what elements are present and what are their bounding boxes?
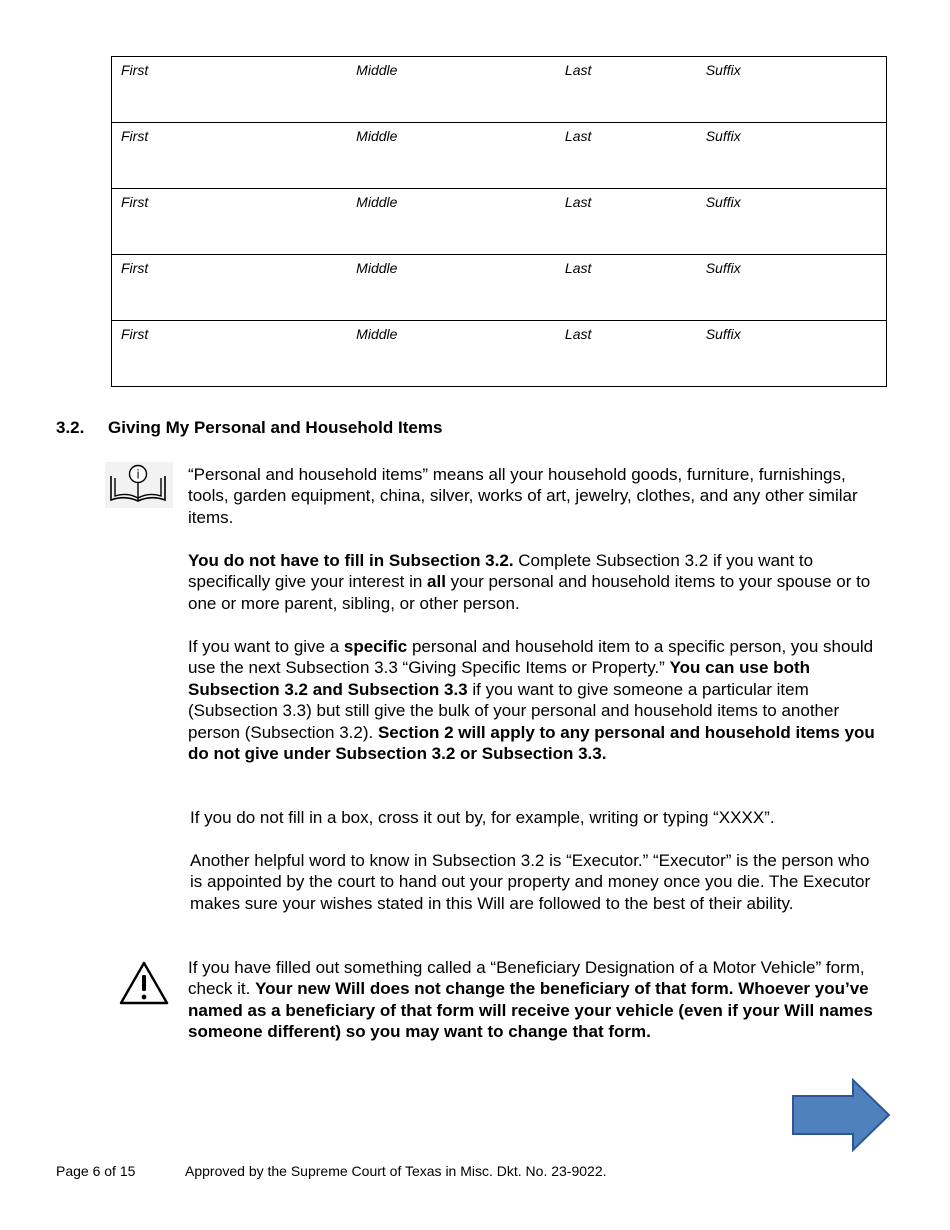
bold-text: specific [343,637,408,656]
warning-icon [118,960,170,1006]
first-name-cell[interactable]: First [112,123,348,189]
approval-note: Approved by the Supreme Court of Texas in Misc. Dkt. No. 23-9022. [185,1163,607,1179]
body-text: personal and household item to a specific person, you should use the next Subsection 3.3 “Giving Specific Items or Property.” [188,637,874,678]
last-name-cell[interactable]: Last [556,189,697,255]
last-name-cell[interactable]: Last [556,123,697,189]
specific-items-paragraph [188,636,883,764]
first-name-cell[interactable]: First [112,189,348,255]
table-row [112,123,887,189]
suffix-cell[interactable]: Suffix [697,321,887,387]
last-name-cell[interactable]: Last [556,57,697,123]
middle-name-cell[interactable]: Middle [347,255,556,321]
body-text: if you want to give someone a particular item (Subsection 3.3) but still give the bulk of your personal and household items to another person (Subsection 3.2). [188,679,840,742]
info-book-icon [105,462,173,508]
first-name-cell[interactable]: First [112,255,348,321]
cross-out-paragraph [190,807,885,828]
suffix-cell[interactable]: Suffix [697,255,887,321]
body-text: your personal and household items to your spouse or to one or more parent, sibling, or other person. [188,572,871,613]
first-name-cell[interactable]: First [112,321,348,387]
bold-text: You can use both Subsection 3.2 and Subsection 3.3 [188,658,810,699]
table-row [112,189,887,255]
table-row [112,255,887,321]
body-text: If you have filled out something called a “Beneficiary Designation of a Motor Vehicle” form, check it. [188,958,865,999]
svg-text:i: i [136,467,140,482]
middle-name-cell[interactable]: Middle [347,321,556,387]
page-number: Page 6 of 15 [56,1163,136,1179]
body-text: If you want to give a [188,637,344,656]
first-name-cell[interactable]: First [112,57,348,123]
last-name-cell[interactable]: Last [556,321,697,387]
beneficiary-warning-paragraph [188,957,883,1043]
optional-subsection-paragraph [188,550,883,614]
executor-paragraph [190,850,885,914]
next-arrow-icon[interactable] [791,1078,891,1152]
middle-name-cell[interactable]: Middle [347,57,556,123]
body-text: If you do not fill in a box, cross it out by, for example, writing or typing “XXXX”. [190,808,775,827]
name-table [111,56,887,387]
suffix-cell[interactable]: Suffix [697,123,887,189]
middle-name-cell[interactable]: Middle [347,123,556,189]
suffix-cell[interactable]: Suffix [697,57,887,123]
bold-text: all [427,572,446,592]
definition-paragraph [188,464,883,528]
bold-text: Your new Will does not change the beneficiary of that form. Whoever you’ve named as a beneficiary of that form will receive your vehicle (even if your Will names someone different) so you may want to change that form. [188,979,873,1042]
bold-text: Section 2 will apply to any personal and household items you do not give under Subsection 3.2 or Subsection 3.3. [188,722,875,764]
table-row [112,57,887,123]
body-text: Complete Subsection 3.2 if you want to specifically give your interest in [188,551,814,592]
section-title: Giving My Personal and Household Items [108,418,443,437]
middle-name-cell[interactable]: Middle [347,189,556,255]
section-number: 3.2. [56,418,85,437]
last-name-cell[interactable]: Last [556,255,697,321]
definition-text: “Personal and household items” means all your household goods, furniture, furnishings, tools, garden equipment, china, silver, works of art, jewelry, clothes, and any other similar items. [188,465,858,527]
bold-text: You do not have to fill in Subsection 3.2. [188,551,514,570]
suffix-cell[interactable]: Suffix [697,189,887,255]
body-text: Another helpful word to know in Subsection 3.2 is “Executor.” “Executor” is the person who is appointed by the court to hand out your property and money once you die. The Executor makes sure your wishes stated in this Will are followed to the best of their ability. [190,851,871,913]
table-row [112,321,887,387]
